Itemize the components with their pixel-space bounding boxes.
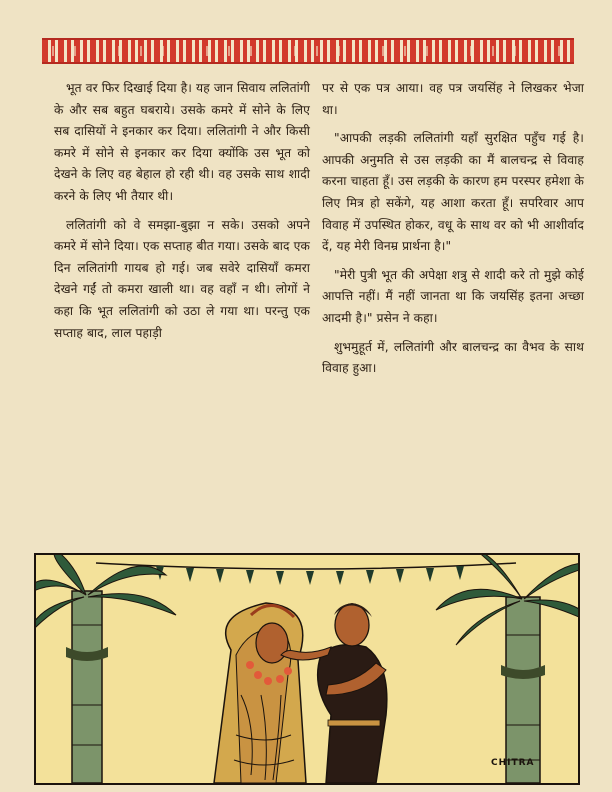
paragraph: [322, 78, 584, 121]
text-line: का वैभव के साथ विवाह हुआ।: [322, 339, 584, 376]
text-line: कर दिया क्योंकि उस भूत को देखने: [54, 145, 310, 182]
wedding-illustration: [34, 553, 580, 785]
text-line: "आपकी लड़की ललितांगी यहाँ सुरक्षित: [334, 131, 518, 146]
text-line: भूत ललितांगी को उठा ले गया था।: [97, 303, 260, 318]
text-line: शादी करे तो मुझे कोई आपत्ति नहीं।: [322, 267, 584, 304]
text-line: पर से एक पत्र आया। वह पत्र जयसिंह: [322, 81, 503, 95]
text-line: साथ वर को भी आशीर्वाद दें, यह मेरी: [322, 217, 584, 254]
text-line: लड़की का मैं बालचन्द्र से विवाह करना: [322, 152, 584, 189]
text-line: उसको अपने कमरे में सोने दिया। एक: [54, 217, 310, 254]
paragraph: [54, 78, 310, 208]
paragraph: [322, 337, 584, 380]
left-palm-tree: [36, 555, 176, 783]
text-line: चाहता हूँ। उस लड़की के कारण: [350, 174, 490, 189]
text-line: विनम्र प्रार्थना है।": [373, 239, 452, 254]
left-text-column: [54, 78, 310, 351]
text-line: सकेंगे, यह आशा करता हूँ। सपरिवार: [386, 195, 559, 210]
text-line: पहुँच गई है। आपकी अनुमति से उस: [322, 131, 584, 167]
text-line: के लिए वह बेहाल हो रही थी।: [81, 167, 215, 182]
bride-figure: [214, 603, 306, 783]
text-line: अच्छा आदमी है।" प्रसेन ने कहा।: [322, 289, 584, 325]
text-line: दासियों ने इनकार कर दिया। ललितांगी: [74, 124, 247, 139]
decorative-border-band: [42, 38, 574, 64]
text-line: ने लिखकर भेजा था।: [322, 81, 584, 117]
text-line: था। वह वहाँ न थी। लोगों ने कहा कि: [54, 282, 310, 318]
text-line: घबराये। उसके कमरे में सोने के लिए सब: [54, 102, 310, 139]
text-line: ने और किसी कमरे में सोने से इनकार: [54, 124, 310, 160]
text-line: सप्ताह बीत गया। उसके बाद एक दिन: [54, 239, 310, 275]
paragraph: [322, 128, 584, 258]
right-palm-tree: [436, 555, 578, 783]
text-line: मैं नहीं जानता था कि जयसिंह इतना: [385, 289, 553, 304]
text-line: परन्तु एक सप्ताह बाद, लाल पहाड़ी: [54, 303, 310, 340]
text-line: आप विवाह में उपस्थित होकर, वधू के: [322, 195, 584, 232]
artist-signature: CHITRA: [491, 758, 535, 768]
text-line: ललितांगी गायब हो गई। जब सवेरे: [77, 260, 240, 275]
paragraph: [322, 265, 584, 330]
text-line: शुभमुहूर्त में, ललितांगी और बालचन्द्र: [334, 339, 500, 354]
text-line: दासियाँ कमरा देखने गईं तो कमरा खाली: [54, 260, 310, 297]
text-line: हम परस्पर हमेशा के लिए मित्र हो: [322, 174, 584, 210]
text-line: ललितांगी को वे समझा-बुझा न सके।: [66, 217, 245, 232]
text-line: भूत वर फिर दिखाई दिया है। यह जान: [66, 81, 233, 95]
text-line: "मेरी पुत्री भूत की अपेक्षा शत्रु से: [334, 267, 480, 282]
text-line: तैयार थी।: [130, 188, 174, 203]
right-text-column: [322, 78, 584, 387]
text-line: सिवाय ललितांगी के और सब बहुत: [54, 81, 310, 117]
paragraph: [54, 215, 310, 345]
text-line: वह उसके साथ शादी करने के लिए भी: [54, 167, 310, 203]
